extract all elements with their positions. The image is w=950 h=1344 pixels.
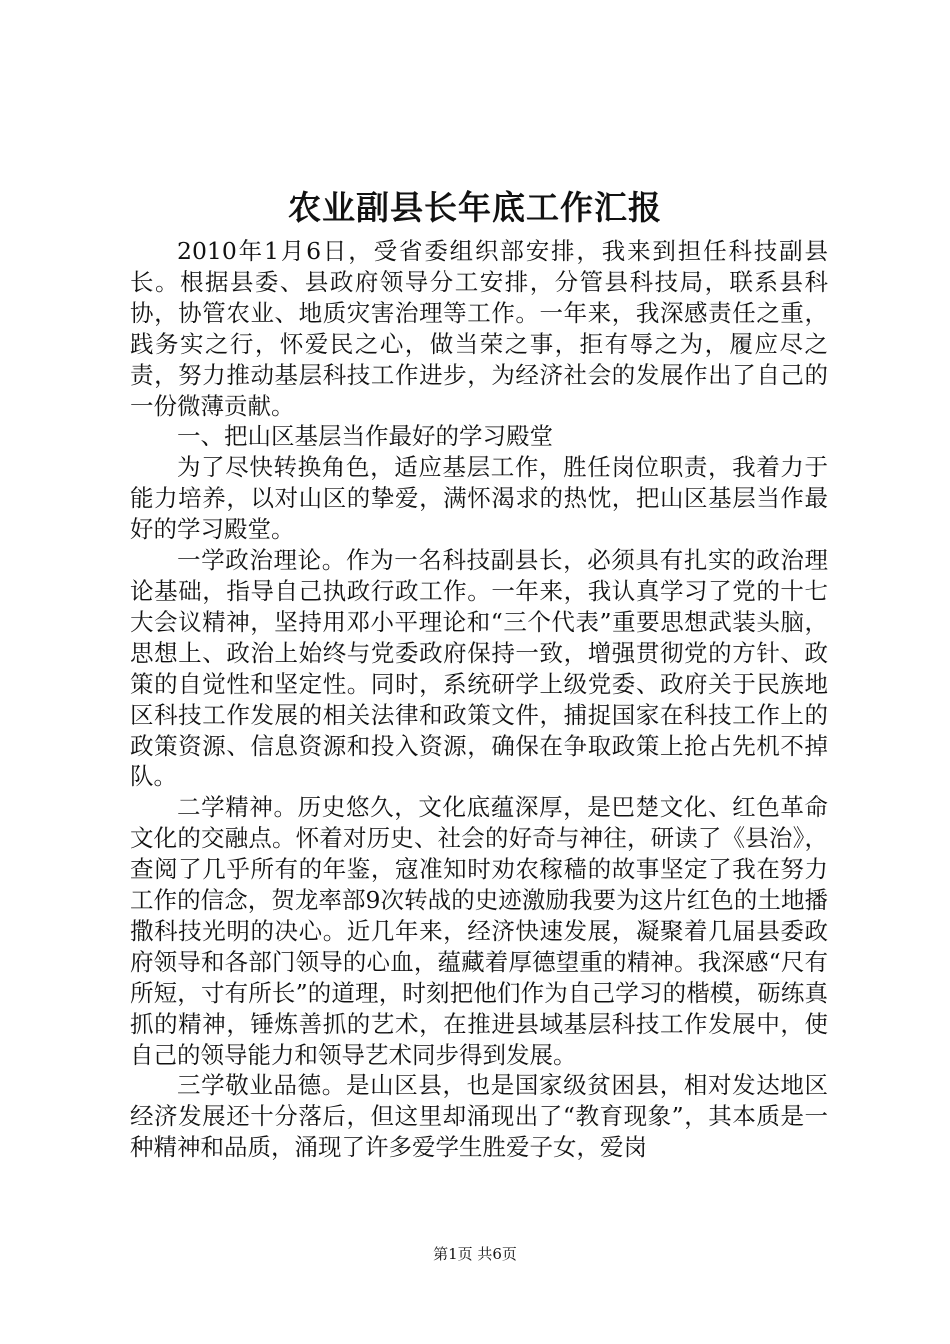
paragraph-spirit: 二学精神。历史悠久，文化底蕴深厚，是巴楚文化、红色革命文化的交融点。怀着对历史、社会的好奇与神往，研读了《县治》，查阅了几乎所有的年鉴，寇准知时劝农稼穑的故事坚定了我在努力工作的信念，贺龙率部9次转战的史迹激励我要为这片红色的土地播撒科技光明的决心。近几年来，经济快速发展，凝聚着几届县委政府领导和各部门领导的心血，蕴藏着厚德望重的精神。我深感“尺有所短，寸有所长”的道理，时刻把他们作为自己学习的楷模，砺练真抓的精神，锤炼善抓的艺术，在推进县域基层科技工作发展中，使自己的领导能力和领导艺术同步得到发展。 bbox=[130, 793, 828, 1069]
paragraph-section-1-intro: 为了尽快转换角色，适应基层工作，胜任岗位职责，我着力于能力培养，以对山区的挚爱，满怀渴求的热忱，把山区基层当作最好的学习殿堂。 bbox=[130, 453, 828, 544]
page-number-footer: 第1页 共6页 bbox=[433, 1245, 517, 1263]
paragraph-political-theory: 一学政治理论。作为一名科技副县长，必须具有扎实的政治理论基础，指导自己执政行政工作。一年来，我认真学习了党的十七大会议精神，坚持用邓小平理论和“三个代表”重要思想武装头脑，思想上、政治上始终与党委政府保持一致，增强贯彻党的方针、政策的自觉性和坚定性。同时，系统研学上级党委、政府关于民族地区科技工作发展的相关法律和政策文件，捕捉国家在科技工作上的政策资源、信息资源和投入资源，确保在争取政策上抢占先机不掉队。 bbox=[130, 546, 828, 791]
document-title: 农业副县长年底工作汇报 bbox=[288, 188, 662, 227]
section-heading-1: 一、把山区基层当作最好的学习殿堂 bbox=[177, 422, 553, 451]
document-body bbox=[130, 236, 828, 1163]
paragraph-work-ethic: 三学敬业品德。是山区县，也是国家级贫困县，相对发达地区经济发展还十分落后，但这里却涌现出了“教育现象”，其本质是一种精神和品质，涌现了许多爱学生胜爱子女，爱岗 bbox=[130, 1071, 828, 1162]
paragraph-intro: 2010年1月6日，受省委组织部安排，我来到担任科技副县长。根据县委、县政府领导分工安排，分管县科技局，联系县科协，协管农业、地质灾害治理等工作。一年来，我深感责任之重，践务实之行，怀爱民之心，做当荣之事，拒有辱之为，履应尽之责，努力推动基层科技工作进步，为经济社会的发展作出了自己的一份微薄贡献。 bbox=[130, 237, 828, 420]
